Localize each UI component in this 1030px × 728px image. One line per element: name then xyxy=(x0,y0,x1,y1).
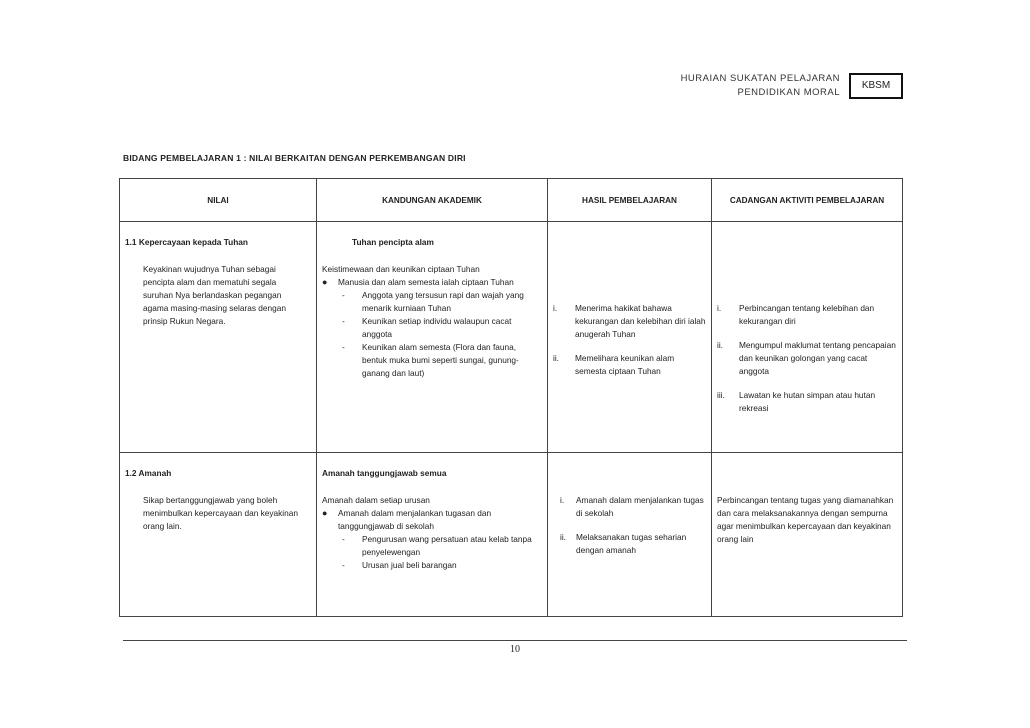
table-row xyxy=(120,453,903,617)
list-item: - Keunikan alam semesta (Flora dan fauna, bentuk muka bumi seperti sungai, gunung-ganang dan laut) xyxy=(322,341,543,380)
kandungan-title: Tuhan pencipta alam xyxy=(352,237,434,247)
bullet-icon: ● xyxy=(322,508,328,518)
hasil-cell xyxy=(548,222,712,453)
learning-area-title: BIDANG PEMBELAJARAN 1 : NILAI BERKAITAN DENGAN PERKEMBANGAN DIRI xyxy=(123,153,466,163)
kbsm-badge: KBSM xyxy=(849,73,903,99)
col-header-hasil: HASIL PEMBELAJARAN xyxy=(548,179,712,222)
footer-divider xyxy=(123,640,907,641)
kandungan-dash: Anggota yang tersusun rapi dan wajah yang menarik kurniaan Tuhan xyxy=(362,290,524,313)
kandungan-dash: Keunikan setiap individu walaupun cacat anggota xyxy=(362,316,512,339)
list-item xyxy=(322,507,543,533)
aktiviti-cell xyxy=(712,222,903,453)
header-line-2: PENDIDIKAN MORAL xyxy=(737,87,840,98)
kandungan-bullet: Manusia dan alam semesta ialah ciptaan Tuhan xyxy=(338,277,514,287)
header-line-1: HURAIAN SUKATAN PELAJARAN xyxy=(680,73,840,84)
list-item: ii. Melaksanakan tugas seharian dengan amanah xyxy=(560,532,687,555)
col-header-aktiviti: CADANGAN AKTIVITI PEMBELAJARAN xyxy=(712,179,903,222)
list-item: ii. Mengumpul maklumat tentang pencapaian dan keunikan golongan yang cacat anggota xyxy=(717,340,896,376)
list-item: iii. Lawatan ke hutan simpan atau hutan rekreasi xyxy=(717,390,876,413)
nilai-cell xyxy=(120,453,317,617)
col-header-kandungan: KANDUNGAN AKADEMIK xyxy=(317,179,548,222)
list-item: - Urusan jual beli barangan xyxy=(342,560,457,570)
kandungan-intro: Amanah dalam setiap urusan xyxy=(322,495,430,505)
list-item: - Keunikan setiap individu walaupun cacat anggota xyxy=(322,315,543,341)
list-item: ii. Memelihara keunikan alam semesta ciptaan Tuhan xyxy=(553,353,675,376)
kandungan-cell xyxy=(317,453,548,617)
aktiviti-text: Perbincangan tentang tugas yang diamanahkan dan cara melaksanakannya dengan sempurna agar menimbulkan kepercayaan dan keyakinan orang lain xyxy=(717,495,894,544)
list-item: - Anggota yang tersusun rapi dan wajah yang menarik kurniaan Tuhan xyxy=(322,289,543,315)
kandungan-dash: Pengurusan wang persatuan atau kelab tanpa penyelewengan xyxy=(362,534,532,557)
syllabus-table xyxy=(119,178,903,617)
kandungan-dash: Urusan jual beli barangan xyxy=(362,560,457,570)
kandungan-dash: Keunikan alam semesta (Flora dan fauna, bentuk muka bumi seperti sungai, gunung-ganang dan laut) xyxy=(362,342,519,378)
list-item xyxy=(322,276,543,289)
document-header xyxy=(681,72,840,100)
aktiviti-cell xyxy=(712,453,903,617)
hasil-cell xyxy=(548,453,712,617)
list-item: i. Amanah dalam menjalankan tugas di sekolah xyxy=(560,495,704,518)
table-row xyxy=(120,222,903,453)
table-header-row xyxy=(120,179,903,222)
list-item: - Pengurusan wang persatuan atau kelab tanpa penyelewengan xyxy=(322,533,543,559)
bullet-icon: ● xyxy=(322,277,328,287)
nilai-title: 1.2 Amanah xyxy=(125,468,172,478)
nilai-description: Sikap bertanggungjawab yang boleh menimbulkan kepercayaan dan keyakinan orang lain. xyxy=(143,495,298,531)
nilai-cell xyxy=(120,222,317,453)
kandungan-cell xyxy=(317,222,548,453)
list-item: i. Perbincangan tentang kelebihan dan kekurangan diri xyxy=(717,303,875,326)
kandungan-bullet: Amanah dalam menjalankan tugasan dan tanggungjawab di sekolah xyxy=(338,508,492,531)
nilai-title: 1.1 Kepercayaan kepada Tuhan xyxy=(125,237,248,247)
nilai-description: Keyakinan wujudnya Tuhan sebagai pencipta alam dan mematuhi segala suruhan Nya berlandaskan pegangan agama masing-masing selaras dengan prinsip Rukun Negara. xyxy=(143,264,286,326)
kandungan-intro: Keistimewaan dan keunikan ciptaan Tuhan xyxy=(322,264,480,274)
list-item: i. Menerima hakikat bahawa kekurangan dan kelebihan diri ialah anugerah Tuhan xyxy=(553,303,706,339)
kandungan-title: Amanah tanggungjawab semua xyxy=(322,468,447,478)
col-header-nilai: NILAI xyxy=(120,179,317,222)
page-number: 10 xyxy=(510,644,520,655)
